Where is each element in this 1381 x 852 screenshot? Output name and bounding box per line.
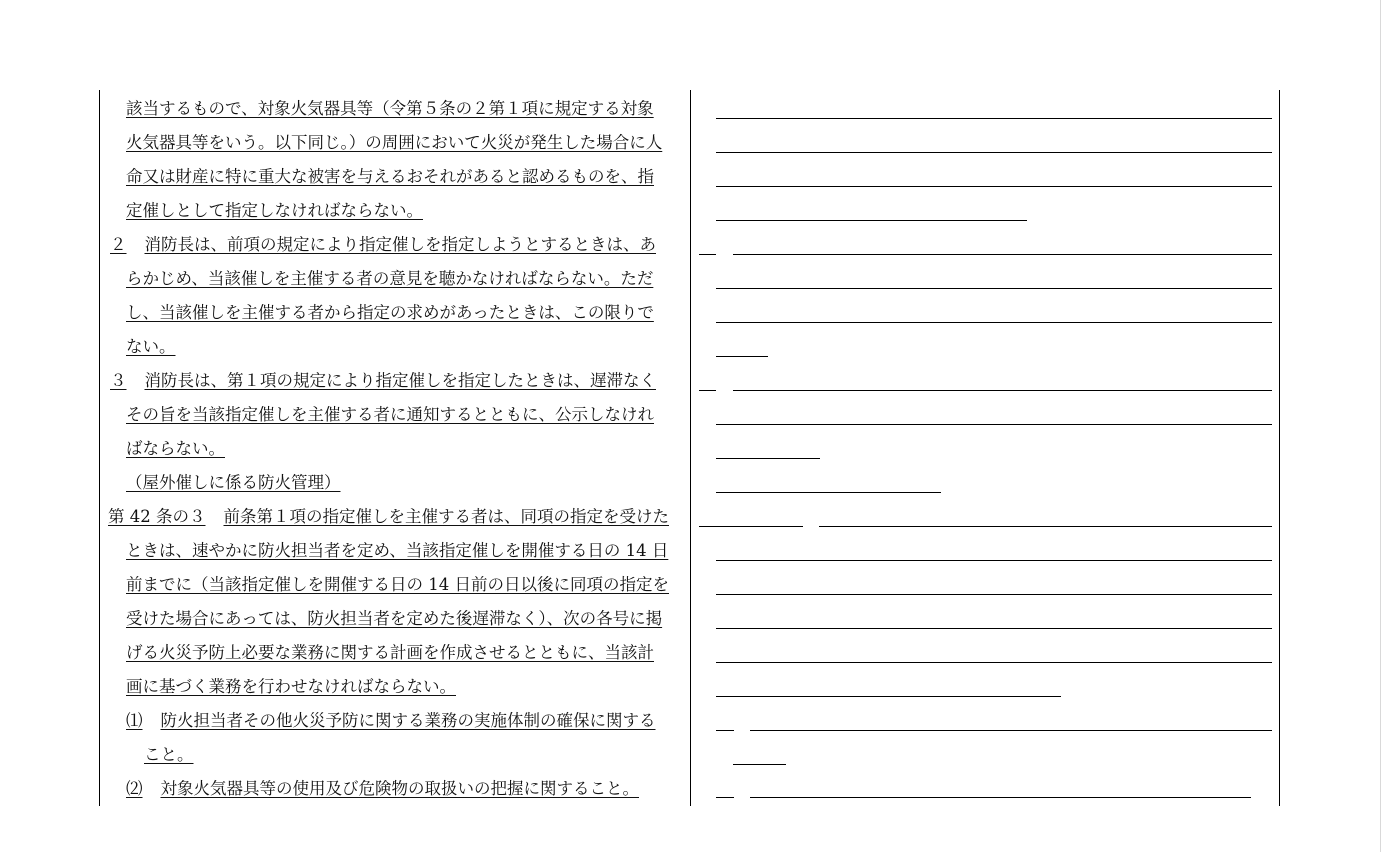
text-line: 定催しとして指定しなければならない。 [126, 201, 423, 220]
blank-underline [716, 220, 1027, 221]
text-line: 火気器具等をいう。以下同じ。）の周囲において火災が発生した場合に人 [126, 133, 663, 152]
text-line: 命又は財産に特に重大な被害を与えるおそれがあると認めるものを、指 [126, 167, 654, 186]
text-line: ない。 [126, 337, 176, 356]
blank-underline [716, 492, 941, 493]
item-number: ⑴ [126, 711, 143, 730]
blank-underline [716, 322, 1272, 323]
blank-underline [733, 254, 1272, 255]
text-line: その旨を当該指定催しを主催する者に通知するとともに、公示しなけれ [126, 405, 654, 424]
blank-underline [716, 628, 1272, 629]
text-line: 受けた場合にあっては、防火担当者を定めた後遅滞なく）、次の各号に掲 [126, 609, 663, 628]
item-1-first-line: ⑴ 防火担当者その他火災予防に関する業務の実施体制の確保に関する [126, 711, 656, 730]
paragraph-2-first-line: ２ 消防長は、前項の規定により指定催しを指定しようとするときは、あ [110, 235, 656, 254]
blank-underline [716, 662, 1272, 663]
blank-underline [716, 458, 820, 459]
blank-underline [716, 424, 1272, 425]
text-line: こと。 [144, 745, 194, 764]
blank-underline [716, 118, 1272, 119]
blank-underline [699, 526, 803, 527]
item-number: ⑵ [126, 779, 143, 798]
paragraph-3-first-line: ３ 消防長は、第１項の規定により指定催しを指定したときは、遅滞なく [110, 371, 656, 390]
blank-underline [716, 356, 768, 357]
blank-underline [716, 560, 1272, 561]
blank-underline [716, 152, 1272, 153]
text-line: ときは、速やかに防火担当者を定め、当該指定催しを開催する日の 14 日 [126, 541, 669, 560]
paragraph-number: ２ [110, 235, 127, 254]
text-line: 該当するもので、対象火気器具等（令第５条の２第１項に規定する対象 [126, 99, 654, 118]
column-divider [690, 90, 691, 806]
text-line: し、当該催しを主催する者から指定の求めがあったときは、この限りで [126, 303, 654, 322]
item-2-first-line: ⑵ 対象火気器具等の使用及び危険物の取扱いの把握に関すること。 [126, 779, 639, 798]
article-first-line: 第 42 条の３ 前条第１項の指定催しを主催する者は、同項の指定を受けた [108, 507, 669, 526]
text-line: ばならない。 [126, 439, 225, 458]
blank-underline [716, 696, 1061, 697]
blank-underline [699, 390, 716, 391]
blank-underline [716, 288, 1272, 289]
blank-underline [733, 390, 1272, 391]
left-border [99, 90, 100, 806]
article-number: 第 42 条の３ [108, 507, 206, 526]
blank-underline [716, 730, 734, 731]
article-heading: （屋外催しに係る防火管理） [126, 473, 341, 492]
text-line: げる火災予防上必要な業務に関する計画を作成させるとともに、当該計 [126, 643, 654, 662]
paragraph-number: ３ [110, 371, 127, 390]
right-border [1279, 90, 1280, 806]
blank-underline [699, 254, 716, 255]
blank-underline [819, 526, 1272, 527]
blank-underline [733, 764, 786, 765]
text-line: らかじめ、当該催しを主催する者の意見を聴かなければならない。ただ [126, 269, 654, 288]
blank-underline [750, 730, 1272, 731]
blank-underline [750, 797, 1251, 798]
blank-underline [716, 594, 1272, 595]
text-line: 前までに（当該指定催しを開催する日の 14 日前の日以後に同項の指定を [126, 575, 669, 594]
text-line: 画に基づく業務を行わせなければならない。 [126, 677, 456, 696]
blank-underline [716, 186, 1272, 187]
blank-underline [716, 797, 734, 798]
